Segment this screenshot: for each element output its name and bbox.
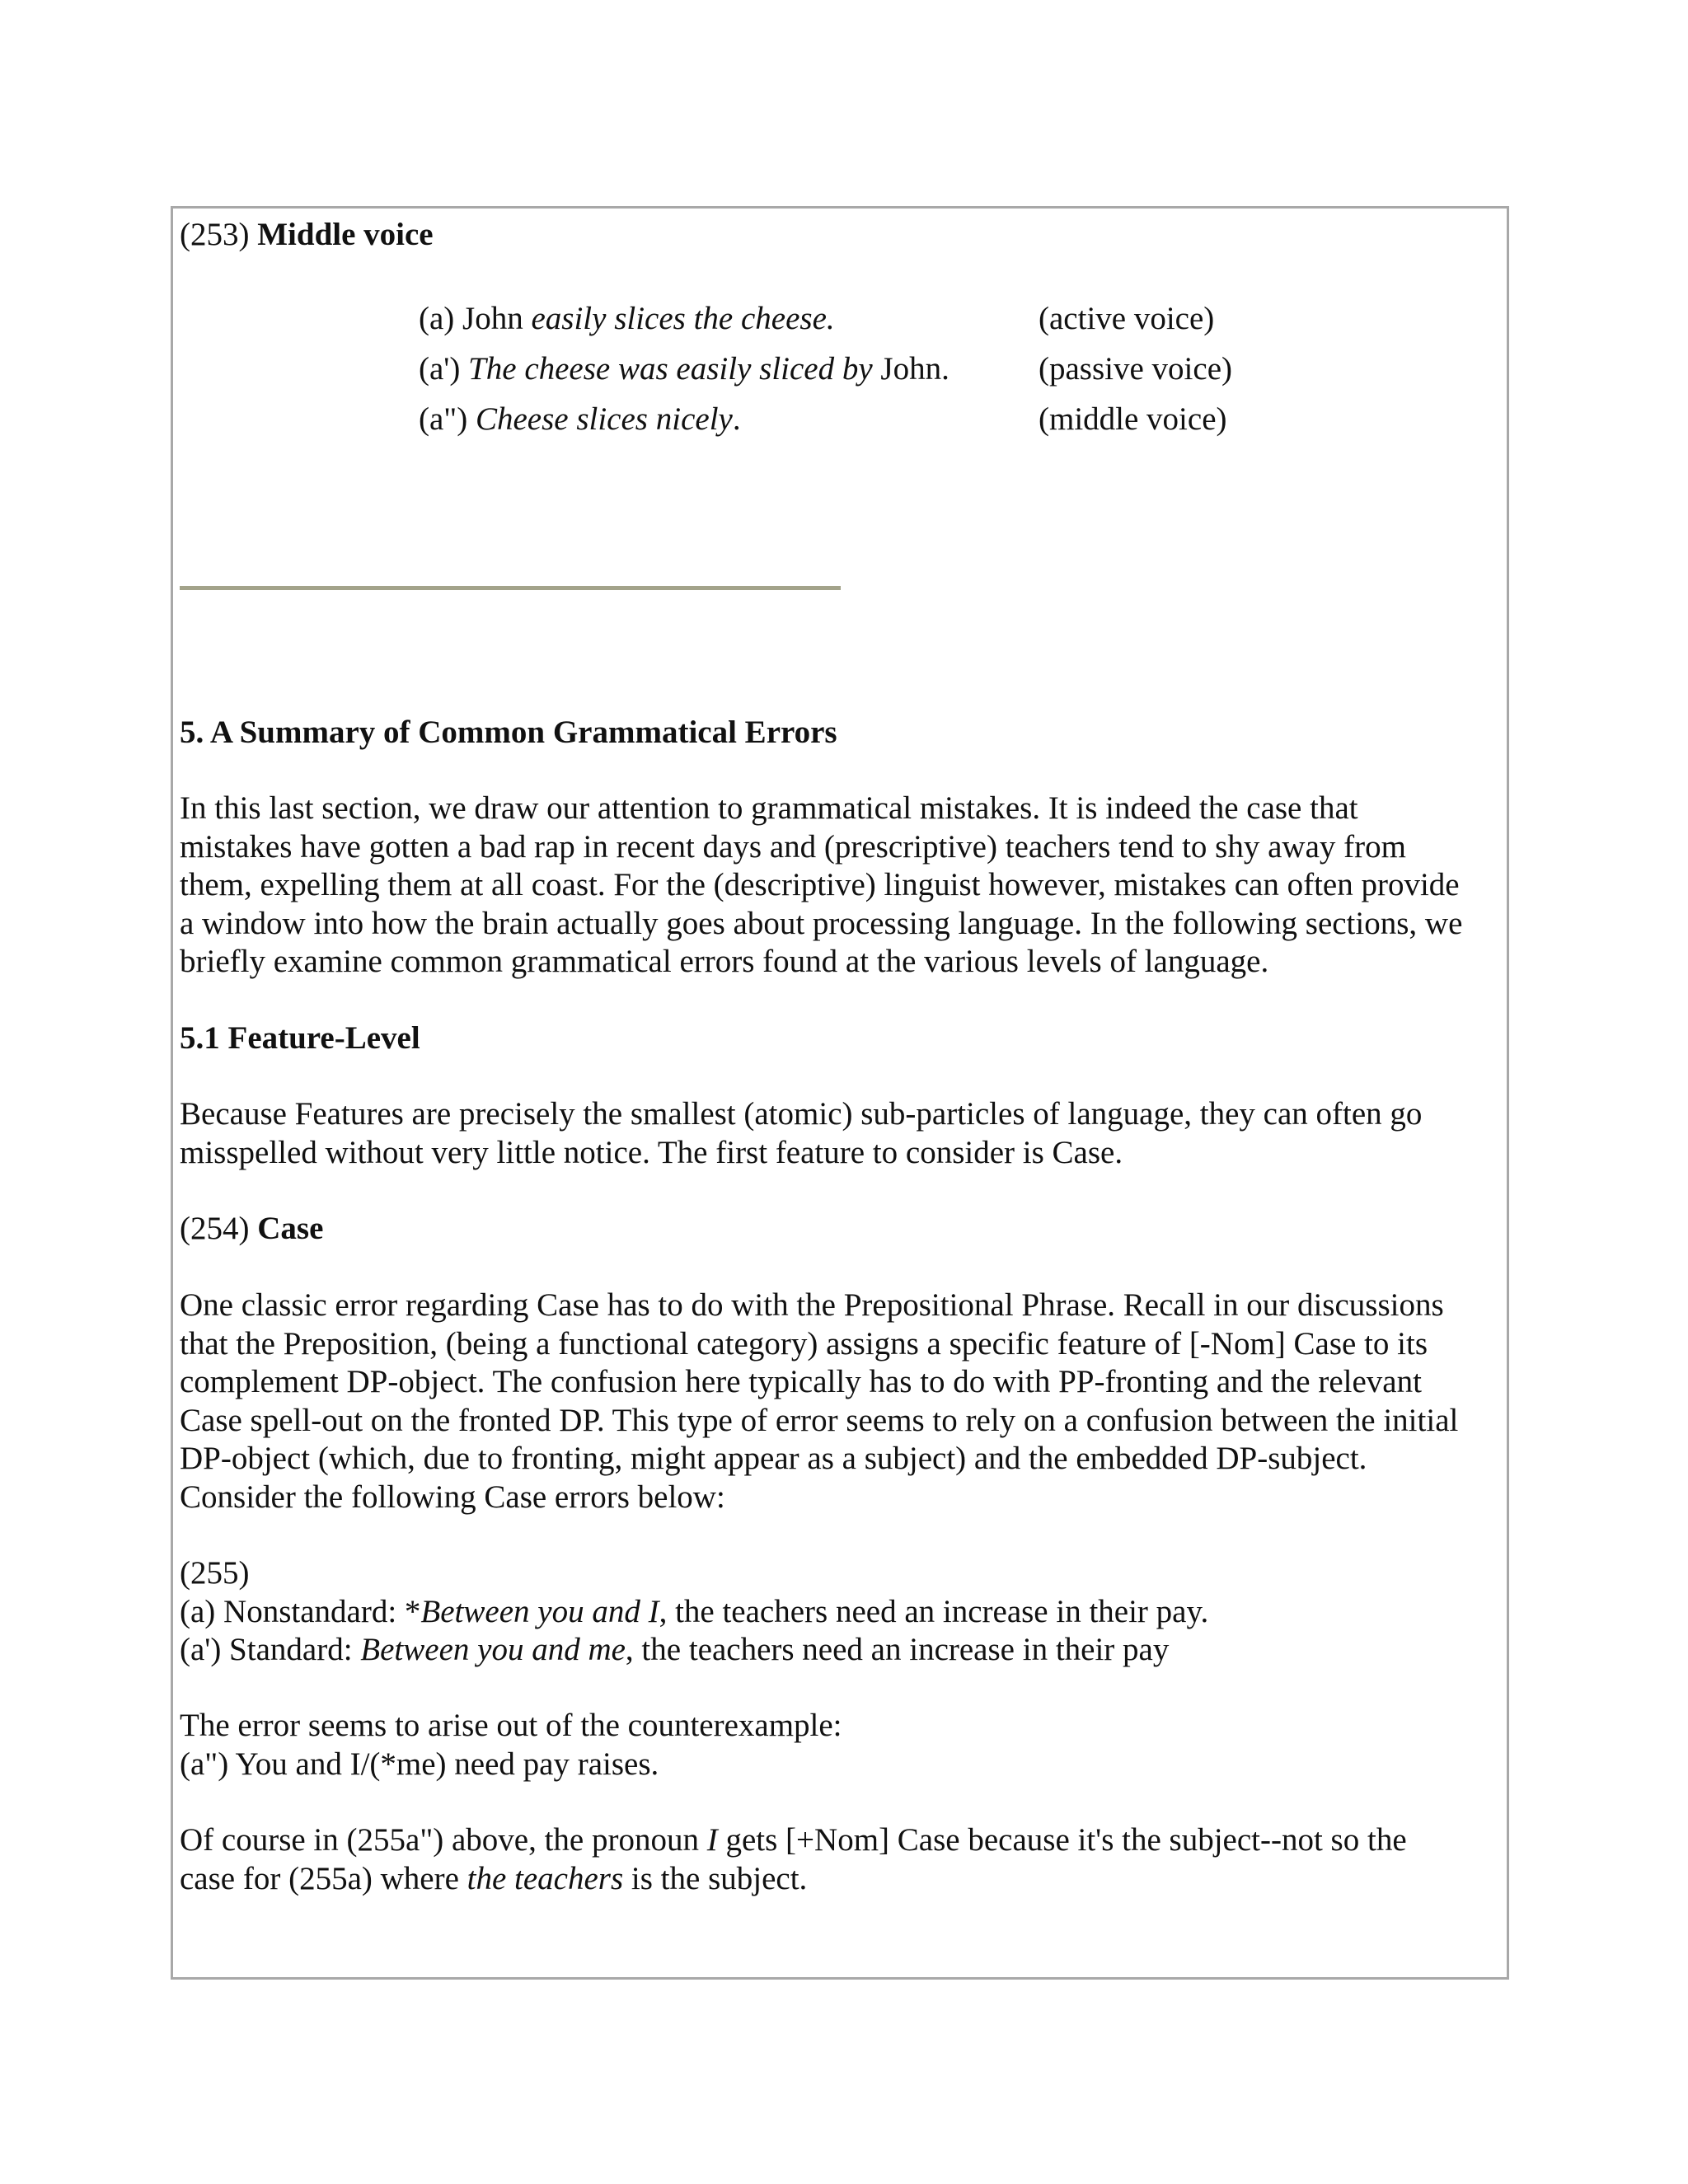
example-row-middle: (a") Cheese slices nicely. [419, 401, 741, 437]
example-254-heading: (254) Case [180, 1211, 324, 1246]
example-255-a-prime: (a') Standard: Between you and me, the teachers need an increase in their pay [180, 1632, 1170, 1667]
example-number: (253) [180, 217, 250, 252]
section-5-1-paragraph: Because Features are precisely the smallest (atomic) sub-particles of language, they can often go misspelled without very little notice. The first feature to consider is Case. [180, 1096, 1423, 1170]
voice-label-passive: (passive voice) [1039, 351, 1232, 387]
counterexample: The error seems to arise out of the counterexample: (a") You and I/(*me) need pay raises. [180, 1708, 842, 1782]
example-255-a: (a) Nonstandard: *Between you and I, the teachers need an increase in their pay. [180, 1593, 1209, 1629]
example-title: Middle voice [257, 217, 434, 252]
example-255: (255) (a) Nonstandard: *Between you and I, the teachers need an increase in their pay. (a') Standard: Between you and me, the teachers need an increase in their pay [180, 1554, 1208, 1670]
section-5-intro: In this last section, we draw our attention to grammatical mistakes. It is indeed the case that mistakes have gotten a bad rap in recent days and (prescriptive) teachers tend to shy away from them, expelling them at all coast. For the (descriptive) linguist however, mistakes can often provide a window into how the brain actually goes about processing language. In the following sections, we briefly examine common grammatical errors found at the various levels of language. [180, 790, 1463, 979]
example-row-active: (a) John easily slices the cheese. [419, 301, 835, 336]
voice-label-middle: (middle voice) [1039, 401, 1227, 437]
section-5-1-heading: 5.1 Feature-Level [180, 1020, 420, 1056]
horizontal-rule [180, 586, 841, 590]
voice-label-active: (active voice) [1039, 301, 1215, 336]
example-row-passive: (a') The cheese was easily sliced by John. [419, 351, 950, 387]
section-5-heading: 5. A Summary of Common Grammatical Errors [180, 715, 837, 750]
conclusion-paragraph: Of course in (255a") above, the pronoun I gets [+Nom] Case because it's the subject--not so the case for (255a) where the teachers is the subject. [180, 1822, 1407, 1896]
case-paragraph: One classic error regarding Case has to do with the Prepositional Phrase. Recall in our discussions that the Preposition, (being a functional category) assigns a specific feature of [-Nom] Case to its complement DP-object. The confusion here typically has to do with PP-fronting and the relevant Case spell-out on the fronted DP. This type of error seems to rely on a confusion between the initial DP-object (which, due to fronting, might appear as a subject) and the embedded DP-subject. Consider the following Case errors below: [180, 1287, 1459, 1515]
example-253-heading [180, 216, 434, 254]
